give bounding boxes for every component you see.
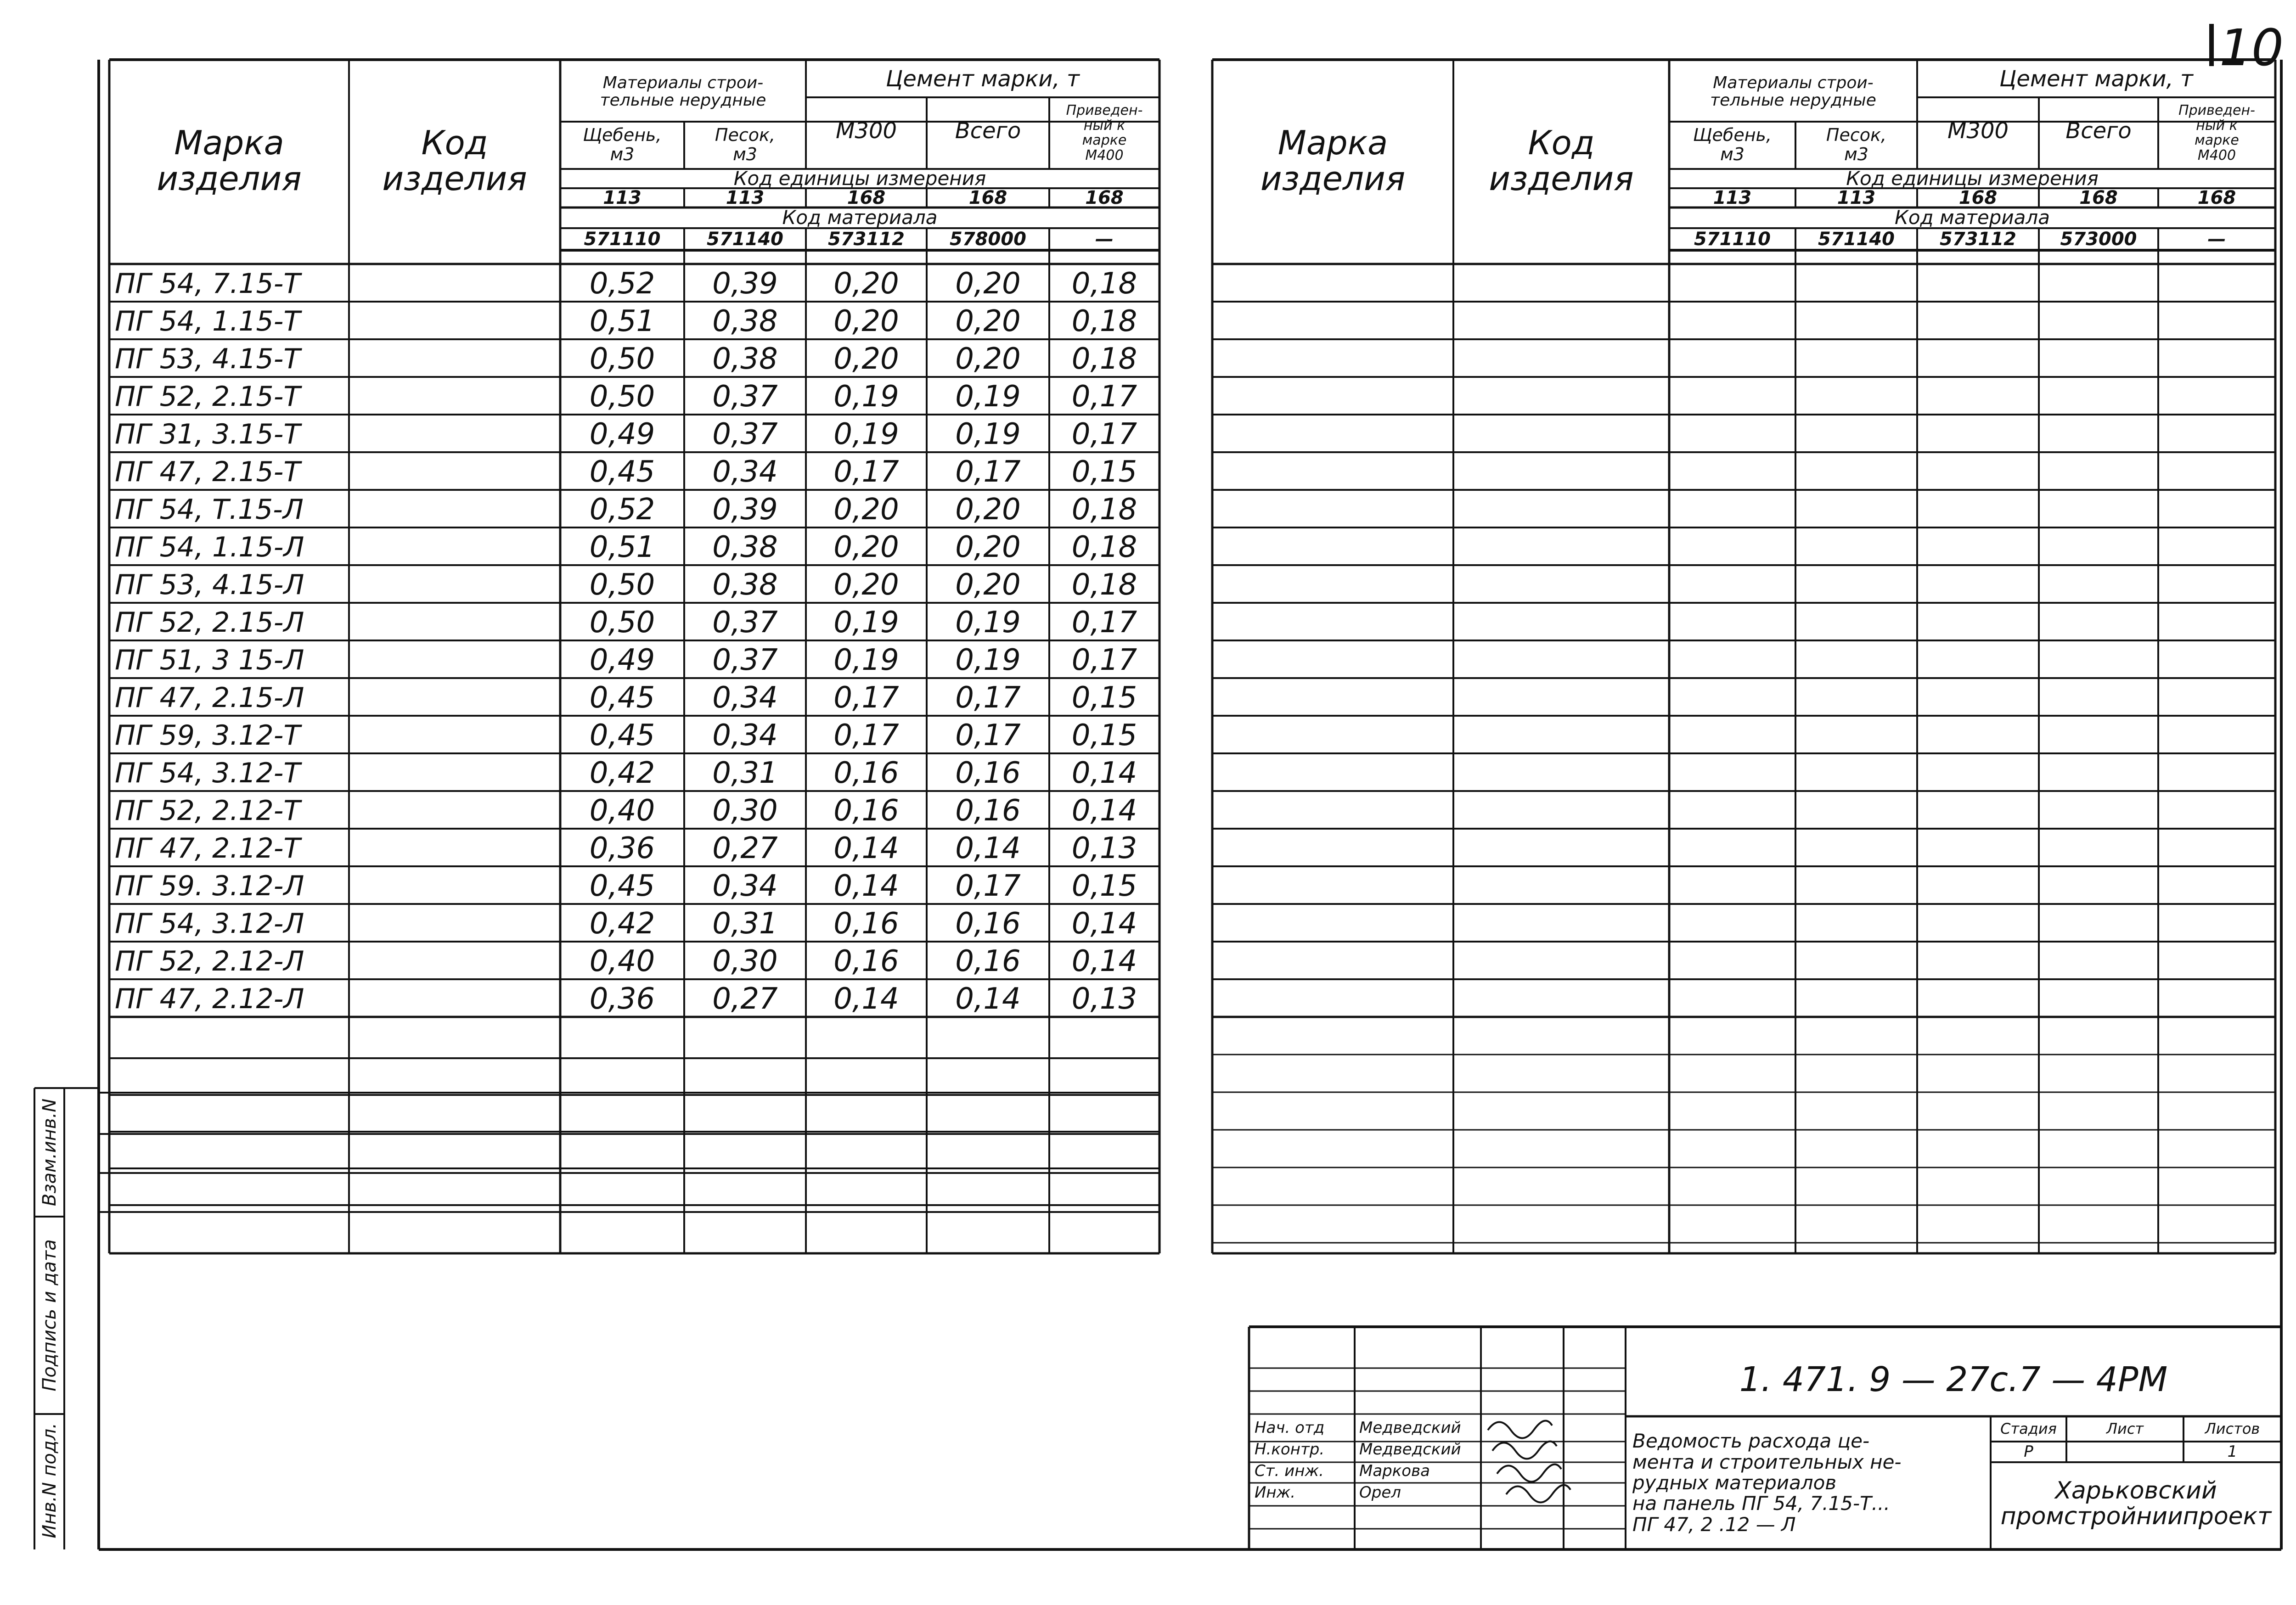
left_table-material-code: 571140 <box>707 229 783 250</box>
left_table-unit-code: 113 <box>726 187 765 208</box>
table-cell: 0,14 <box>955 831 1021 865</box>
designation: 1. 471. 9 — 27с.7 — 4РМ <box>1739 1360 2168 1399</box>
left_table-gravel-header: м3 <box>610 144 635 164</box>
table-cell: 0,20 <box>955 493 1021 527</box>
table-cell: 0,15 <box>1071 869 1137 903</box>
right_table-unit-code: 113 <box>1713 187 1752 208</box>
table-cell: 0,19 <box>955 380 1021 414</box>
right_table-sand-header: м3 <box>1844 144 1868 164</box>
table-cell: 0,38 <box>712 342 778 376</box>
left_table-material-code: 571110 <box>584 229 661 250</box>
left_table-unit-code: 168 <box>1085 187 1124 208</box>
table-cell: 0,16 <box>955 907 1021 941</box>
left_table-mark-header: Марка <box>174 123 284 163</box>
left_table-sand-header: м3 <box>733 144 757 164</box>
table-cell: 0,50 <box>589 380 655 414</box>
staff-role: Н.контр. <box>1255 1440 1325 1459</box>
table-cell: 0,19 <box>833 417 899 451</box>
table-cell: 0,37 <box>712 606 778 640</box>
table-cell: 0,19 <box>833 606 899 640</box>
table-cell: 0,19 <box>955 643 1021 677</box>
table-cell: 0,13 <box>1071 982 1137 1016</box>
right_table-reduced-header: ный к <box>2196 117 2238 134</box>
staff-name: Медведский <box>1359 1440 1461 1459</box>
table-cell: 0,17 <box>833 681 899 715</box>
right_table-materials-header: тельные нерудные <box>1710 91 1876 110</box>
staff-name: Маркова <box>1359 1462 1430 1480</box>
table-cell: 0,14 <box>833 869 899 903</box>
right_table-gravel-header: Щебень, <box>1693 125 1772 146</box>
table-cell: 0,45 <box>589 681 655 715</box>
left_table-unit-code: 113 <box>603 187 642 208</box>
table-cell: 0,19 <box>955 417 1021 451</box>
staff-role: Инж. <box>1255 1483 1296 1502</box>
table-cell: 0,16 <box>833 944 899 978</box>
table-cell: 0,20 <box>955 530 1021 564</box>
table-cell: 0,38 <box>712 530 778 564</box>
right_table-material-code: 573112 <box>1940 229 2016 250</box>
organization: промстройниипроект <box>2000 1503 2272 1531</box>
table-cell: 0,27 <box>712 831 778 865</box>
table-cell: 0,18 <box>1071 342 1137 376</box>
right_table-unit-code: 113 <box>1837 187 1876 208</box>
table-cell: 0,17 <box>1071 380 1137 414</box>
left_table-reduced-header: ный к <box>1083 117 1125 134</box>
page-number: 10 <box>2219 18 2284 77</box>
table-cell: 0,16 <box>833 756 899 790</box>
stage-label: Стадия <box>2000 1420 2057 1437</box>
right_table-unit-code: 168 <box>1958 187 1998 208</box>
table-cell: 0,34 <box>712 455 778 489</box>
product-mark: ПГ 52, 2.15-Л <box>115 606 304 639</box>
product-mark: ПГ 54, 1.15-Л <box>115 531 304 563</box>
table-cell: 0,31 <box>712 756 778 790</box>
left_table-materials-header: Материалы строи- <box>602 73 764 92</box>
product-mark: ПГ 52, 2.12-Л <box>115 945 304 977</box>
table-cell: 0,17 <box>833 455 899 489</box>
right_table-unit-code-label: Код единицы измерения <box>1846 167 2099 190</box>
table-cell: 0,15 <box>1071 455 1137 489</box>
left_table-material-code-label: Код материала <box>782 206 938 229</box>
product-mark: ПГ 31, 3.15-Т <box>115 418 301 450</box>
table-cell: 0,14 <box>833 831 899 865</box>
right_table-material-code: 571140 <box>1818 229 1895 250</box>
table-cell: 0,20 <box>955 342 1021 376</box>
right_table-cement-header: Цемент марки, т <box>1999 66 2193 92</box>
right_table-unit-code: 168 <box>2197 187 2236 208</box>
table-cell: 0,39 <box>712 267 778 301</box>
sheet-description: Ведомость расхода це- <box>1632 1430 1870 1453</box>
table-cell: 0,52 <box>589 493 655 527</box>
left_table-sand-header: Песок, <box>715 125 776 146</box>
right_table-materials-header: Материалы строи- <box>1713 73 1874 92</box>
right_table-material-code: 571110 <box>1694 229 1771 250</box>
left_table-cement-header: Цемент марки, т <box>886 66 1080 92</box>
product-mark: ПГ 54, 3.12-Л <box>115 908 304 940</box>
table-cell: 0,45 <box>589 869 655 903</box>
right_table-material-code: — <box>2207 229 2226 250</box>
right_table-gravel-header: м3 <box>1720 144 1745 164</box>
table-cell: 0,19 <box>833 643 899 677</box>
left_table-unit-code: 168 <box>847 187 886 208</box>
table-cell: 0,39 <box>712 493 778 527</box>
table-cell: 0,20 <box>955 304 1021 338</box>
right_table-reduced-header: Приведен- <box>2178 102 2255 119</box>
staff-role: Ст. инж. <box>1255 1462 1324 1480</box>
signature-mark <box>1492 1442 1557 1459</box>
product-mark: ПГ 47, 2.15-Л <box>115 682 304 714</box>
table-cell: 0,16 <box>955 756 1021 790</box>
table-cell: 0,20 <box>833 267 899 301</box>
left_table-gravel-header: Щебень, <box>583 125 662 146</box>
product-mark: ПГ 47, 2.15-Т <box>115 456 301 488</box>
table-cell: 0,19 <box>833 380 899 414</box>
table-cell: 0,45 <box>589 718 655 752</box>
table-cell: 0,36 <box>589 982 655 1016</box>
table-cell: 0,20 <box>833 530 899 564</box>
side-stamp-inventory: Инв.N подл. <box>39 1423 60 1538</box>
sheet-description: на панель ПГ 54, 7.15-Т... <box>1632 1492 1890 1515</box>
left_table-materials-header: тельные нерудные <box>600 91 766 110</box>
product-mark: ПГ 52, 2.12-Т <box>115 795 301 827</box>
left_table-reduced-header: М400 <box>1085 147 1124 163</box>
table-cell: 0,20 <box>833 493 899 527</box>
table-cell: 0,38 <box>712 304 778 338</box>
table-cell: 0,17 <box>833 718 899 752</box>
sheets-value: 1 <box>2227 1442 2238 1461</box>
table-cell: 0,14 <box>1071 944 1137 978</box>
product-mark: ПГ 59. 3.12-Л <box>115 870 304 902</box>
right_table-reduced-header: марке <box>2195 132 2239 149</box>
left_table-material-code: 573112 <box>828 229 905 250</box>
sheets-label: Листов <box>2205 1420 2260 1437</box>
product-mark: ПГ 47, 2.12-Л <box>115 983 304 1015</box>
table-cell: 0,16 <box>833 907 899 941</box>
sheet-label: Лист <box>2106 1420 2144 1437</box>
sheet-description: мента и строительных не- <box>1632 1450 1902 1473</box>
right_table-code-header: Код <box>1528 123 1595 163</box>
product-mark: ПГ 59, 3.12-Т <box>115 719 301 752</box>
table-cell: 0,45 <box>589 455 655 489</box>
table-cell: 0,14 <box>1071 756 1137 790</box>
right_table-sand-header: Песок, <box>1826 125 1887 146</box>
signature-mark <box>1497 1465 1561 1482</box>
table-cell: 0,14 <box>1071 794 1137 828</box>
table-cell: 0,30 <box>712 944 778 978</box>
right_table-code-header: изделия <box>1489 159 1634 198</box>
left_table-material-code: 578000 <box>950 229 1026 250</box>
table-cell: 0,27 <box>712 982 778 1016</box>
right_table-mark-header: Марка <box>1277 123 1388 163</box>
table-cell: 0,17 <box>1071 643 1137 677</box>
table-cell: 0,34 <box>712 869 778 903</box>
table-cell: 0,36 <box>589 831 655 865</box>
table-cell: 0,50 <box>589 568 655 602</box>
left_table-code-header: Код <box>421 123 488 163</box>
table-cell: 0,51 <box>589 304 655 338</box>
table-cell: 0,34 <box>712 718 778 752</box>
organization: Харьковский <box>2055 1476 2217 1504</box>
table-cell: 0,34 <box>712 681 778 715</box>
side-stamp-replacement: Взам.инв.N <box>39 1098 60 1207</box>
right_table-mark-header: изделия <box>1260 159 1406 198</box>
table-cell: 0,20 <box>833 342 899 376</box>
table-cell: 0,49 <box>589 417 655 451</box>
product-mark: ПГ 52, 2.15-Т <box>115 381 301 413</box>
left_table-reduced-header: марке <box>1082 132 1127 149</box>
table-cell: 0,18 <box>1071 304 1137 338</box>
table-cell: 0,14 <box>1071 907 1137 941</box>
left_table-m300-header: М300 <box>835 118 897 144</box>
table-cell: 0,18 <box>1071 530 1137 564</box>
sheet-description: ПГ 47, 2 .12 — Л <box>1632 1513 1796 1536</box>
table-cell: 0,42 <box>589 907 655 941</box>
stage-value: Р <box>2024 1442 2033 1461</box>
left_table-code-header: изделия <box>382 159 527 198</box>
product-mark: ПГ 54, 7.15-Т <box>115 268 301 300</box>
product-mark: ПГ 54, 3.12-Т <box>115 757 301 789</box>
product-mark: ПГ 53, 4.15-Л <box>115 569 304 601</box>
table-cell: 0,49 <box>589 643 655 677</box>
table-cell: 0,30 <box>712 794 778 828</box>
table-cell: 0,18 <box>1071 267 1137 301</box>
right_table-reduced-header: М400 <box>2197 147 2236 163</box>
left_table-reduced-header: Приведен- <box>1066 102 1143 119</box>
product-mark: ПГ 47, 2.12-Т <box>115 832 301 864</box>
table-cell: 0,20 <box>833 568 899 602</box>
staff-role: Нач. отд <box>1255 1419 1325 1437</box>
product-mark: ПГ 54, Т.15-Л <box>115 494 304 526</box>
right_table-material-code: 573000 <box>2060 229 2137 250</box>
table-cell: 0,16 <box>955 944 1021 978</box>
table-cell: 0,17 <box>1071 606 1137 640</box>
table-cell: 0,50 <box>589 606 655 640</box>
product-mark: ПГ 53, 4.15-Т <box>115 343 301 375</box>
right_table-material-code-label: Код материала <box>1895 206 2050 229</box>
table-cell: 0,38 <box>712 568 778 602</box>
left_table-unit-code-label: Код единицы измерения <box>733 167 986 190</box>
table-cell: 0,40 <box>589 944 655 978</box>
right_table-m300-header: М300 <box>1947 118 2009 144</box>
side-stamp-signature: Подпись и дата <box>39 1239 60 1392</box>
table-cell: 0,19 <box>955 606 1021 640</box>
table-cell: 0,14 <box>833 982 899 1016</box>
table-cell: 0,20 <box>833 304 899 338</box>
right_table-unit-code: 168 <box>2079 187 2118 208</box>
table-cell: 0,37 <box>712 380 778 414</box>
table-cell: 0,18 <box>1071 493 1137 527</box>
table-cell: 0,17 <box>955 869 1021 903</box>
table-cell: 0,52 <box>589 267 655 301</box>
product-mark: ПГ 54, 1.15-Т <box>115 305 301 337</box>
left_table-material-code: — <box>1095 229 1114 250</box>
table-cell: 0,51 <box>589 530 655 564</box>
table-cell: 0,16 <box>833 794 899 828</box>
table-cell: 0,17 <box>1071 417 1137 451</box>
table-cell: 0,16 <box>955 794 1021 828</box>
left_table-total-header: Всего <box>955 118 1021 144</box>
staff-name: Орел <box>1359 1483 1401 1502</box>
signature-mark <box>1506 1485 1570 1503</box>
left_table-unit-code: 168 <box>968 187 1007 208</box>
table-cell: 0,40 <box>589 794 655 828</box>
table-cell: 0,13 <box>1071 831 1137 865</box>
table-cell: 0,42 <box>589 756 655 790</box>
table-cell: 0,15 <box>1071 718 1137 752</box>
table-cell: 0,14 <box>955 982 1021 1016</box>
right_table-total-header: Всего <box>2065 118 2132 144</box>
table-cell: 0,17 <box>955 681 1021 715</box>
table-cell: 0,18 <box>1071 568 1137 602</box>
staff-name: Медведский <box>1359 1419 1461 1437</box>
table-cell: 0,37 <box>712 417 778 451</box>
table-cell: 0,17 <box>955 455 1021 489</box>
table-cell: 0,20 <box>955 568 1021 602</box>
table-cell: 0,15 <box>1071 681 1137 715</box>
table-cell: 0,17 <box>955 718 1021 752</box>
table-cell: 0,37 <box>712 643 778 677</box>
left_table-mark-header: изделия <box>157 159 302 198</box>
product-mark: ПГ 51, 3 15-Л <box>115 644 304 676</box>
sheet-description: рудных материалов <box>1632 1471 1837 1494</box>
table-cell: 0,20 <box>955 267 1021 301</box>
signature-mark <box>1488 1421 1552 1438</box>
table-cell: 0,31 <box>712 907 778 941</box>
table-cell: 0,50 <box>589 342 655 376</box>
